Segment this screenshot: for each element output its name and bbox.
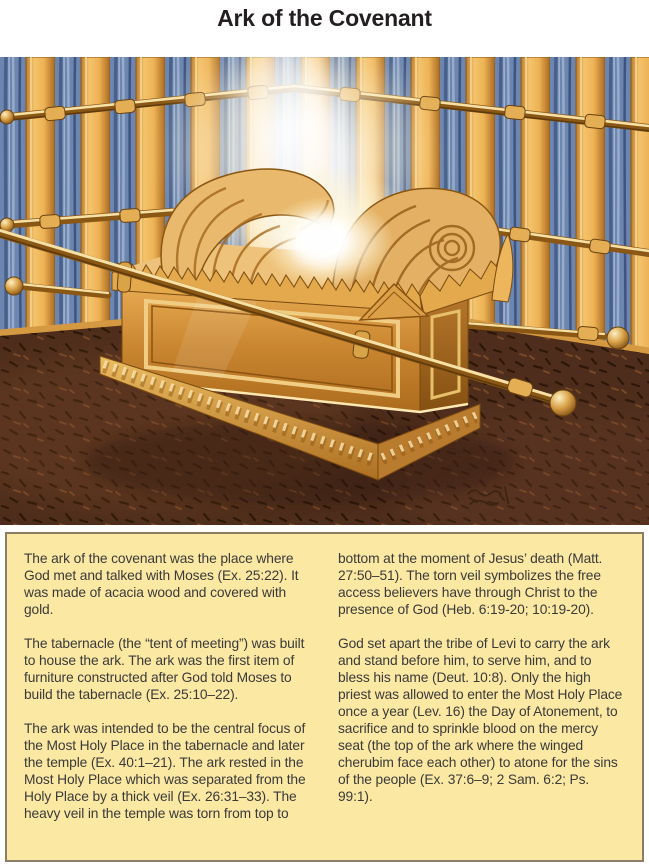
crossbar-end-knob (0, 110, 14, 124)
paragraph-torn-veil: bottom at the moment of Jesus’ death (Matt. 27:50–51). The torn veil symbolizes the free access believers have through Christ to the presence of God (Heb. 6:19-20; 10:19-20). (338, 551, 603, 617)
info-box (5, 532, 644, 862)
paragraph-ark-description: The ark of the covenant was the place where God met and talked with Moses (Ex. 25:22). It was made of acacia wood and covered with gold. (24, 551, 299, 617)
paragraph-most-holy-place: The ark was intended to be the central focus of the Most Holy Place in the tabernacle and later the temple (Ex. 40:1–21). The ark rested in the Most Holy Place which was separated from the Holy Place by a thick veil (Ex. 26:31–33). The heavy veil in the temple was torn from top to (24, 721, 306, 821)
pole-ball-end (550, 390, 576, 416)
pole-ball-end (607, 327, 629, 349)
info-box-right-column (338, 550, 625, 850)
glow-center (292, 216, 352, 264)
page-title: Ark of the Covenant (217, 5, 432, 31)
info-box-left-column (24, 550, 311, 850)
ark-painting (0, 57, 649, 525)
ark-illustration (0, 57, 649, 525)
paragraph-tabernacle: The tabernacle (the “tent of meeting”) was built to house the ark. The ark was the first item of furniture constructed after God told Moses to build the tabernacle (Ex. 25:10–22). (24, 636, 305, 702)
paragraph-levites-high-priest: God set apart the tribe of Levi to carry the ark and stand before him, to serve him, and to bless his name (Deut. 10:8). Only the high priest was allowed to enter the Most Holy Place once a year (Lev. 16) the Day of Atonement, to sacrifice and to sprinkle blood on the mercy seat (the top of the ark where the winged cherubim face each other) to atone for the sins of the people (Ex. 37:6–9; 2 Sam. 6:2; Ps. 99:1). (338, 636, 623, 804)
